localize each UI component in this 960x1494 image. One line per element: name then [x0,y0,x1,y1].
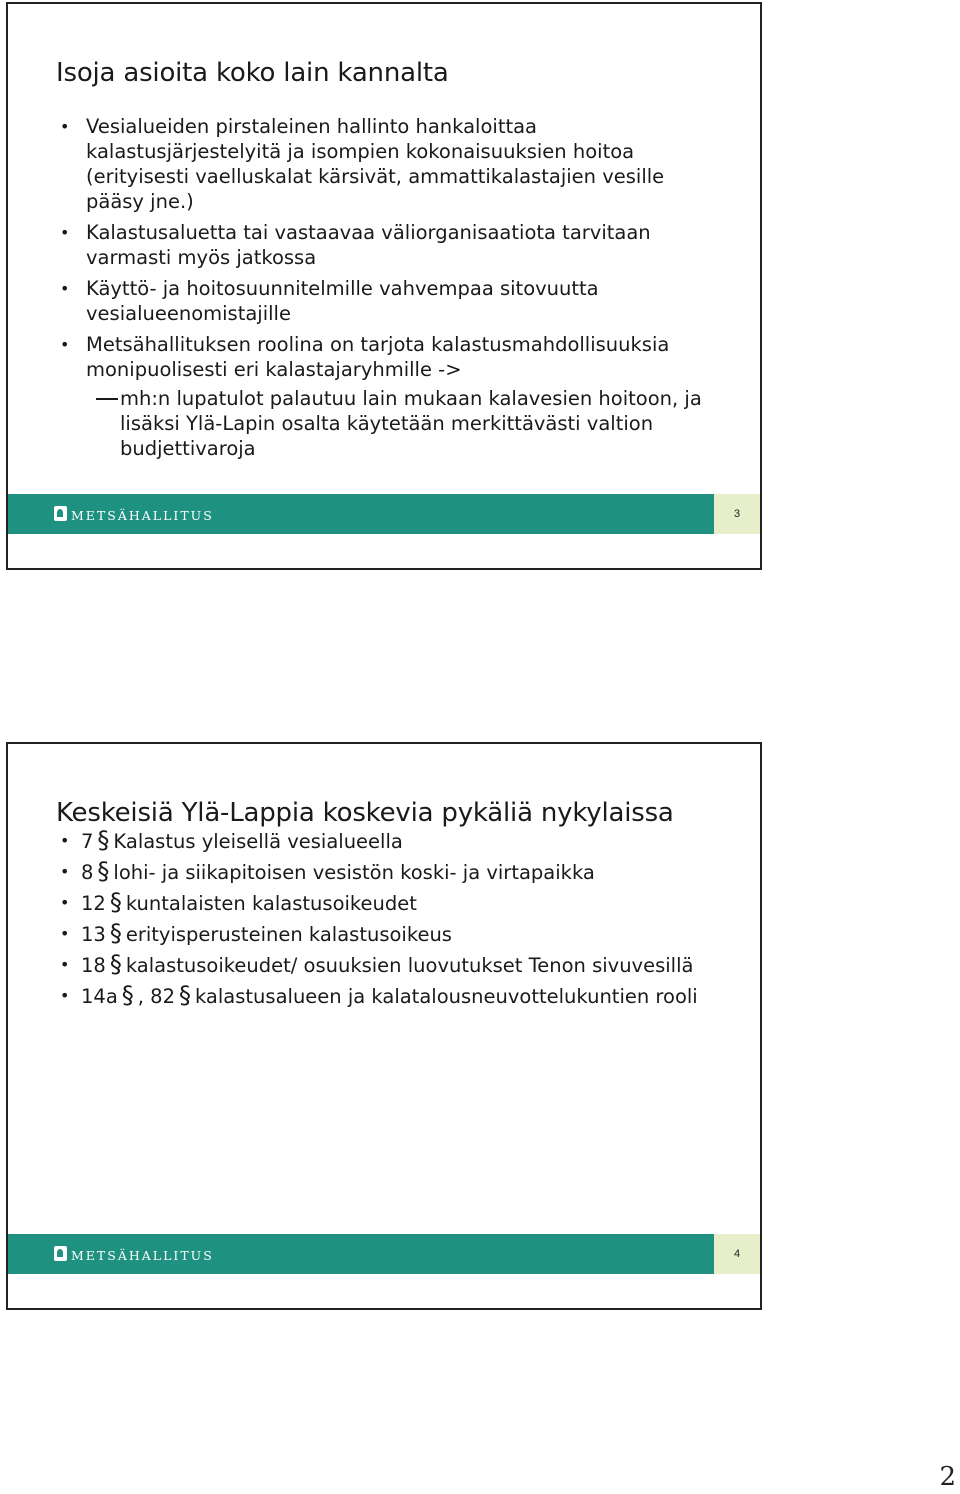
logo-text: METSÄHALLITUS [71,1248,214,1263]
bullet-item: • Vesialueiden pirstaleinen hallinto hankaloittaa kalastusjärjestelyitä ja isompien kokonaisuuksien hoitoa (erityisesti vaelluskalat kärsivät, ammattikalastajien vesille pääsy jne.) [60,115,665,213]
section-sign: § [97,826,110,854]
sub-bullet-item: mh:n lupatulot palautuu lain mukaan kalavesien hoitoon, ja lisäksi Ylä-Lapin osalta käytetään merkittävästi valtion budjettivaroja [86,386,726,461]
slide-title: Keskeisiä Ylä-Lappia koskevia pykäliä nykylaissa [56,798,674,828]
dash-icon [96,398,118,400]
bullet-list [56,114,726,467]
sub-bullet-list [86,386,726,461]
section-sign: § [97,857,110,885]
section-sign: § [109,950,122,978]
logo-text: METSÄHALLITUS [71,508,214,523]
section-sign: § [121,981,134,1009]
bullet-dot-icon: • [60,893,70,912]
bullet-dot-icon: • [60,986,70,1005]
metsahallitus-logo-icon [54,1246,67,1261]
bullet-item: • Kalastusaluetta tai vastaavaa väliorganisaatiota tarvitaan varmasti myös jatkossa [60,221,651,269]
bullet-item: • Metsähallituksen roolina on tarjota kalastusmahdollisuuksia monipuolisesti eri kalastajaryhmille -> mh:n lupatulot palautuu lain mukaan kalavesien hoitoon, ja lisäksi Ylä-Lapin osalta käytetään merkittävästi valtion budjettivaroja [56,332,726,461]
bullet-dot-icon: • [60,335,70,354]
bullet-dot-icon: • [60,279,70,298]
section-item: • 8 § lohi- ja siikapitoisen vesistön koski- ja virtapaikka [60,857,595,885]
section-item: • 12 § kuntalaisten kalastusoikeudet [60,888,417,916]
section-sign: § [109,888,122,916]
slide-page-number: 4 [714,1234,760,1274]
bullet-dot-icon: • [60,862,70,881]
bullet-item: • Käyttö- ja hoitosuunnitelmille vahvempaa sitovuutta vesialueenomistajille [60,277,599,325]
bullet-dot-icon: • [60,831,70,850]
section-sign: § [178,981,191,1009]
metsahallitus-logo-icon [54,506,67,521]
slide-title: Isoja asioita koko lain kannalta [56,58,449,88]
section-list [56,828,726,1014]
section-sign: § [109,919,122,947]
slide-3 [6,2,762,570]
section-item: • 7 § Kalastus yleisellä vesialueella [60,826,403,854]
bullet-dot-icon: • [60,924,70,943]
bullet-dot-icon: • [60,117,70,136]
section-item: • 14a § , 82 § kalastusalueen ja kalatalousneuvottelukuntien rooli [60,981,698,1009]
slide-page-number: 3 [714,494,760,534]
bullet-dot-icon: • [60,223,70,242]
slide-footer [8,1234,760,1274]
sheet-page-number: 2 [939,1462,956,1492]
bullet-dot-icon: • [60,955,70,974]
slide-footer [8,494,760,534]
section-item: • 18 § kalastusoikeudet/ osuuksien luovutukset Tenon sivuvesillä [60,950,694,978]
section-item: • 13 § erityisperusteinen kalastusoikeus [60,919,452,947]
slide-4 [6,742,762,1310]
